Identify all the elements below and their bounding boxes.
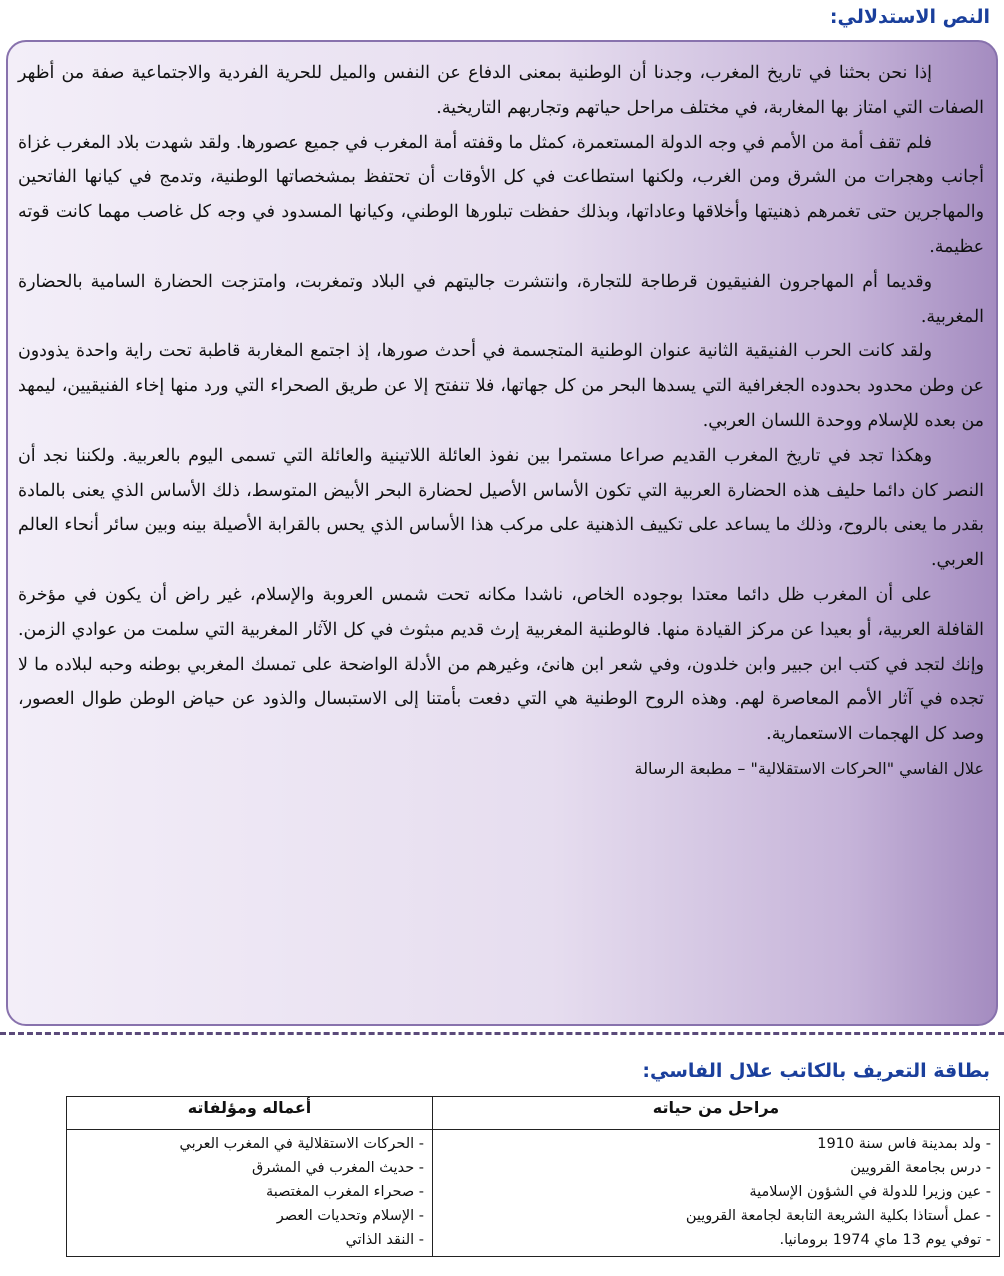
section-title: النص الاستدلالي: [829, 6, 990, 28]
source-citation: علال الفاسي "الحركات الاستقلالية" – مطبعة الرسالة [634, 758, 984, 778]
argumentative-text [18, 56, 984, 787]
paragraph: على أن المغرب ظل دائما معتدا بوجوده الخاص، ناشدا مكانه تحت شمس العروبة والإسلام، غير راض أن يكون في مؤخرة القافلة العربية، أو بعيدا عن مركز القيادة منها. فالوطنية المغربية إرث قديم مبثوث في كل الآثار المغربية التي سلمت من عوادي الزمن. وإنك لتجد في كتب ابن جبير وابن خلدون، وفي شعر ابن هانئ، وغيرهم من الأدلة الواضحة على تمسك المغربي بوطنه وحبه لبلاده ما لا تجده في آثار الأمم المعاصرة لهم. وهذه الروح الوطنية هي التي دفعت بأمتنا إلى الاستبسال والذود عن حياض الوطن طوال العصور، وصد كل الهجمات الاستعمارية. [18, 584, 984, 745]
life-cell [433, 1130, 1000, 1257]
life-item: - عين وزيرا للدولة في الشؤون الإسلامية [749, 1184, 991, 1200]
work-item: - حديث المغرب في المشرق [251, 1160, 424, 1176]
life-item: - عمل أستاذا بكلية الشريعة التابعة لجامعة القرويين [685, 1208, 991, 1224]
life-item: - ولد بمدينة فاس سنة 1910 [817, 1136, 991, 1152]
paragraph: وقديما أم المهاجرون الفنيقيون قرطاجة للتجارة، وانتشرت جاليتهم في البلاد وتمغربت، وامتزجت الحضارة السامية بالحضارة المغربية. [18, 271, 984, 327]
paragraph: وهكذا تجد في تاريخ المغرب القديم صراعا مستمرا بين نفوذ العائلة اللاتينية والعائلة التي تسمى اليوم بالعربية. ولكننا نجد أن النصر كان دائما حليف هذه الحضارة العربية التي تكون الأساس الأصيل لحضارة البحر الأبيض المتوسط، ذلك الأساس الذي يعنى بالمادة بقدر ما يعنى بالروح، وذلك ما يساعد على تكييف الذهنية على مركب هذا الأساس الذي يحس بالقرابة الأصيلة بينه وبين سائر أنحاء العالم العربي. [18, 445, 984, 571]
works-cell [67, 1130, 433, 1257]
paragraph: ولقد كانت الحرب الفنيقية الثانية عنوان الوطنية المتجسمة في أحدث صورها، إذ اجتمع المغاربة قاطبة تحت راية واحدة يذودون عن وطن محدود بحدوده الجغرافية التي يسدها البحر من كل جهاتها، فلا تنفتح إلا عن طريق الصحراء التي ورد منها إخاء الفنيقيين، ليمهد من بعده للإسلام ووحدة اللسان العربي. [18, 341, 984, 431]
work-item: - صحراء المغرب المغتصبة [266, 1184, 424, 1200]
work-item: - النقد الذاتي [345, 1232, 424, 1248]
works-header: أعماله ومؤلفاته [67, 1097, 433, 1130]
paragraph: فلم تقف أمة من الأمم في وجه الدولة المستعمرة، كمثل ما وقفته أمة المغرب في جميع عصورها. ولقد شهدت بلاد المغرب غزاة أجانب وهجرات من الشرق ومن الغرب، ولكنها استطاعت في كل الأوقات أن تحتفظ بمشخصاتها الوطنية، وتدمج في كيانها الفاتحين والمهاجرين حتى تغمرهم ذهنيتها وأخلاقها وعاداتها، وبذلك حفظت تبلورها الوطني، وكيانها المسدود في وجه كل غاصب مهما كانت قوته عظيمة. [18, 132, 984, 257]
dashed-divider [0, 1032, 1004, 1035]
author-bio-table [66, 1096, 1000, 1257]
work-item: - الحركات الاستقلالية في المغرب العربي [179, 1136, 424, 1152]
paragraph: إذا نحن بحثنا في تاريخ المغرب، وجدنا أن الوطنية بمعنى الدفاع عن النفس والميل للحرية الفردية والاجتماعية صفة من أظهر الصفات التي امتاز بها المغاربة، في مختلف مراحل حياتهم وتجاربهم التاريخية. [18, 63, 984, 118]
life-item: - توفي يوم 13 ماي 1974 برومانيا. [779, 1232, 991, 1248]
work-item: - الإسلام وتحديات العصر [276, 1208, 424, 1224]
life-item: - درس بجامعة القرويين [850, 1160, 991, 1176]
life-header: مراحل من حياته [433, 1097, 1000, 1130]
bio-title: بطاقة التعريف بالكاتب علال الفاسي: [642, 1060, 990, 1082]
